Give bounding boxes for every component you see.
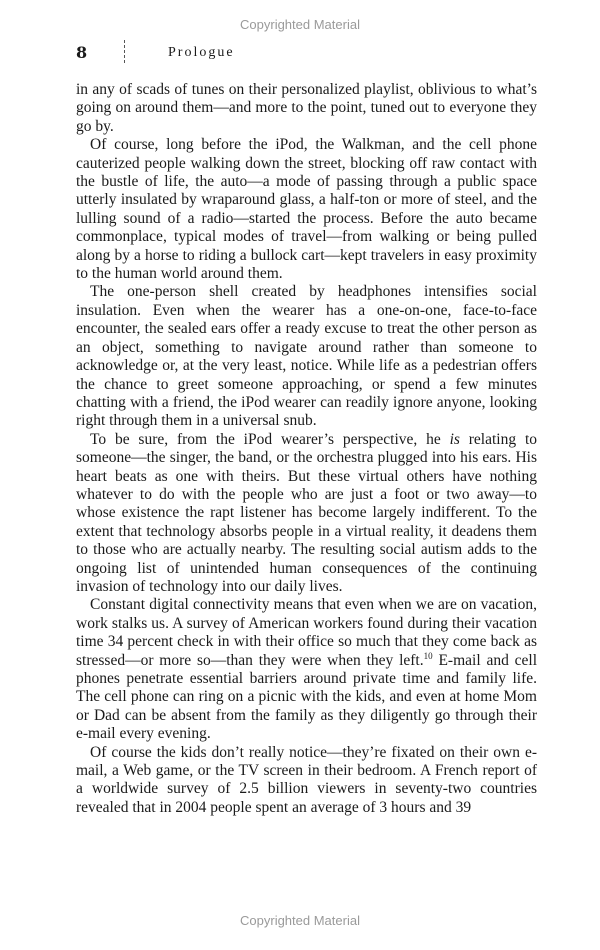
paragraph-text: relating to someone—the singer, the band, or the orchestra plugged into his ears. His heart beats as one with theirs. But these virtual others have nothing whatever to do with the people who are just a foot or two away—to whose existence the rapt listener has become largely indifferent. To the extent that technology absorbs people in a virtual reality, it deadens them to those who are actually nearby. The resulting social autism adds to the ongoing list of unintended human consequences of the continuing invasion of technology into our daily lives. — [76, 430, 537, 595]
footnote-marker: 10 — [423, 650, 433, 661]
header-divider — [124, 40, 126, 63]
paragraph-text: Of course, long before the iPod, the Walkman, and the cell phone cauterized people walking down the street, blocking off raw contact with the bustle of life, the auto—a mode of passing through a public space utterly insulated by wraparound glass, a half-ton or more of steel, and the lulling sound of a radio—started the process. Before the auto became commonplace, typical modes of travel—from walking or being pulled along by a horse to riding a bullock cart—kept travelers in easy proximity to the human world around them. — [76, 136, 537, 283]
paragraph-text: in any of scads of tunes on their personalized playlist, oblivious to what’s going on around them—and more to the point, tuned out to everyone they go by. — [76, 81, 537, 135]
paragraph-text: Of course the kids don’t really notice—they’re fixated on their own e-mail, a Web game, or the TV screen in their bedroom. A French report of a worldwide survey of 2.5 billion viewers in seventy-two countries revealed that in 2004 people spent an average of 3 hours and 39 — [76, 743, 537, 816]
copyright-watermark-top: Copyrighted Material — [240, 17, 360, 32]
emphasis-text: is — [449, 430, 460, 448]
paragraph — [76, 81, 537, 136]
paragraph-text: E-mail and cell phones penetrate essential barriers around private time and family life. The cell phone can ring on a picnic with the kids, and even at home Mom or Dad can be absent from the family as they diligently go through their e-mail every evening. — [76, 651, 538, 743]
paragraph-text: The one-person shell created by headphones intensifies social insulation. Even when the wearer has a one-on-one, face-to-face encounter, the sealed ears offer a ready excuse to treat the other person as an object, something to navigate around rather than someone to acknowledge or, at the very least, notice. While life as a pedestrian offers the chance to greet someone approaching, or spend a few minutes chatting with a friend, the iPod wearer can readily ignore anyone, looking right through them in a universal snub. — [76, 283, 537, 430]
page-number: 8 — [76, 43, 88, 62]
copyright-watermark-bottom: Copyrighted Material — [240, 913, 360, 928]
running-head: Prologue — [168, 45, 235, 60]
paragraph — [76, 596, 537, 743]
paragraph-text: Constant digital connectivity means that even when we are on vacation, work stalks us. A survey of American workers found during their vacation time 34 percent check in with their office so much that they come back as stressed—or more so—than they were when they left. — [76, 596, 537, 669]
paragraph-text: To be sure, from the iPod wearer’s perspective, he — [90, 430, 450, 448]
paragraph — [76, 744, 537, 818]
body-text — [76, 81, 537, 817]
paragraph — [76, 431, 537, 597]
paragraph — [76, 136, 537, 283]
paragraph — [76, 283, 537, 430]
